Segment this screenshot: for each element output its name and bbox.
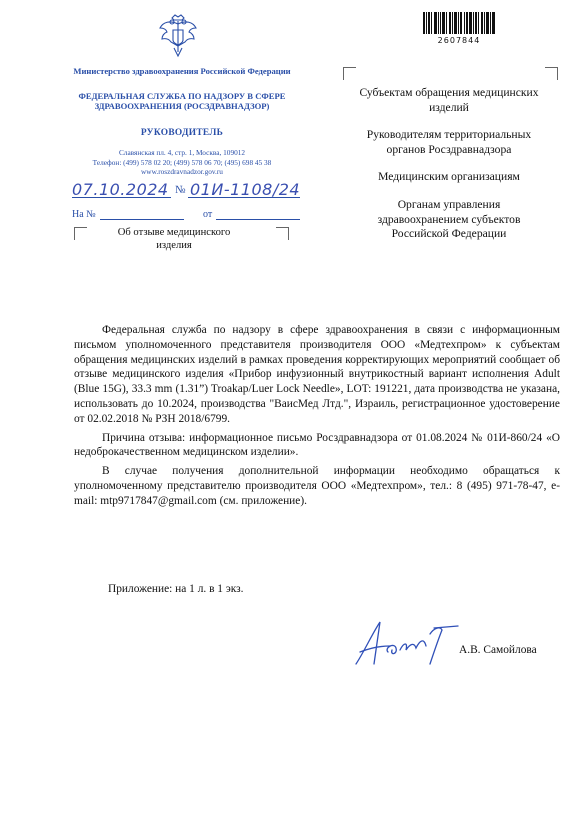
body-paragraph-1: Федеральная служба по надзору в сфере здравоохранения в связи с информационным письмом уполномоченного представителя производителя ООО «Медтехпром» к субъектам обращения медицинских изделий в рамках проведения корректирующих мероприятий сообщает об отзыве медицинского изделия «Прибор инфузионный внутрикостный вариант исполнения Adult (Blue 15G), 33.3 mm (1.31”) Troakap/Luer Lock Needle», LOT: 191221, дата производства не указана, использовать до 10.2024, производства "ВаисМед Лтд.", Израиль, регистрационное удостоверение от 02.02.2018 № РЗН 2018/6799. xyxy=(74,324,560,425)
na-number-underline xyxy=(100,219,184,220)
appendix-note: Приложение: на 1 л. в 1 экз. xyxy=(108,583,244,595)
ot-underline xyxy=(216,219,300,220)
recipients-block xyxy=(352,86,546,255)
coat-of-arms-emblem xyxy=(158,12,198,60)
body-paragraph-2: Причина отзыва: информационное письмо Росздравнадзора от 01.08.2024 № 01И-860/24 «О недоброкачественном медицинском изделии». xyxy=(74,431,560,459)
registration-number: 01И-1108/24 xyxy=(190,180,301,199)
handwritten-signature xyxy=(350,612,460,670)
contact-block xyxy=(62,148,302,177)
recipient-item: Органам управления здравоохранением субъектов Российской Федерации xyxy=(377,197,521,241)
head-title: РУКОВОДИТЕЛЬ xyxy=(140,128,224,138)
na-number-label: На № xyxy=(72,209,96,220)
letter-body xyxy=(74,323,560,513)
body-paragraph-3: В случае получения дополнительной информации необходимо обращаться к уполномоченному представителю производителя ООО «Медтехпром», тел.: 8 (495) 971-78-47, e-mail: mtp9717847@gmail.com (см. приложение). xyxy=(74,465,560,507)
recipient-corner-left xyxy=(343,67,356,80)
subject-corner-right xyxy=(276,227,289,240)
signer-name: А.В. Самойлова xyxy=(459,644,537,656)
barcode xyxy=(423,12,495,34)
recipient-item: Медицинским организациям xyxy=(378,170,520,184)
address: Славянская пл. 4, стр. 1, Москва, 109012 xyxy=(118,148,246,157)
recipient-item: Субъектам обращения медицинских изделий xyxy=(359,86,539,114)
registration-number-sign: № xyxy=(175,184,186,196)
recipient-corner-right xyxy=(545,67,558,80)
phones: Телефон: (499) 578 02 20; (499) 578 06 70; (495) 698 45 38 xyxy=(92,157,272,167)
barcode-number: 2607844 xyxy=(437,36,481,45)
subject-corner-left xyxy=(74,227,87,240)
registration-date: 07.10.2024 xyxy=(72,180,169,199)
website: www.roszdravnadzor.gov.ru xyxy=(141,167,223,177)
service-name: ФЕДЕРАЛЬНАЯ СЛУЖБА ПО НАДЗОРУ В СФЕРЕ ЗДРАВООХРАНЕНИЯ (РОСЗДРАВНАДЗОР) xyxy=(78,91,286,112)
recipient-item: Руководителям территориальных органов Росздравнадзора xyxy=(366,128,532,156)
ot-label: от xyxy=(203,209,213,220)
letter-subject: Об отзыве медицинского изделия xyxy=(117,227,231,251)
ministry-name: Министерство здравоохранения Российской Федерации xyxy=(73,66,291,76)
